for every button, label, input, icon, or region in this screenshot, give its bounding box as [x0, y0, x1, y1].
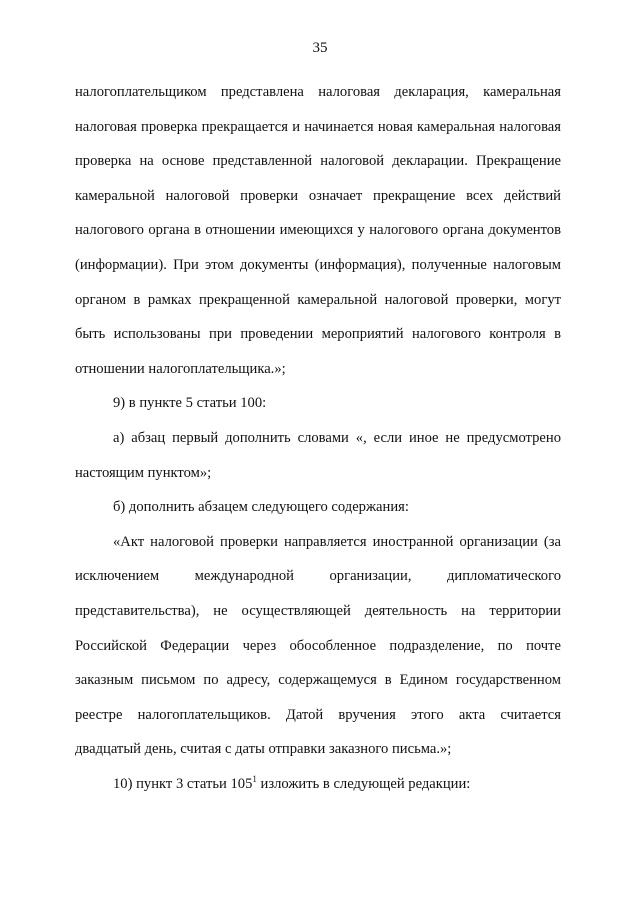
paragraph-subitem-a: а) абзац первый дополнить словами «, если иное не предусмотрено настоящим пунктом»;	[75, 429, 561, 481]
paragraph-item-9: 9) в пункте 5 статьи 100:	[113, 395, 267, 412]
item-10-text-after: изложить в следующей редакции:	[256, 775, 471, 792]
document-body	[75, 75, 561, 801]
paragraph-continuation: налогоплательщиком представлена налоговая декларация, камеральная налоговая проверка прекращается и начинается новая камеральная налоговая проверка на основе представленной налоговой декларации. Прекращение камеральной налоговой проверки означает прекращение всех действий налогового органа в отношении имеющихся у налогового органа документов (информации). При этом документы (информация), полученные налоговым органом в рамках прекращенной камеральной налоговой проверки, могут быть использованы при проведении мероприятий налогового контроля в отношении налогоплательщика.»;	[75, 84, 561, 377]
page-number: 35	[312, 40, 328, 56]
item-10-text-before: 10) пункт 3 статьи 105	[113, 775, 253, 792]
paragraph-subitem-b: б) дополнить абзацем следующего содержания:	[113, 499, 409, 516]
paragraph-quoted-text: «Акт налоговой проверки направляется иностранной организации (за исключением международной организации, дипломатического представительства), не осуществляющей деятельность на территории Российской Федерации через обособленное подразделение, по почте заказным письмом по адресу, содержащемуся в Едином государственном реестре налогоплательщиков. Датой вручения этого акта считается двадцатый день, считая с даты отправки заказного письма.»;	[75, 533, 561, 758]
article-superscript: 1	[252, 773, 257, 784]
paragraph-item-10	[75, 767, 561, 802]
